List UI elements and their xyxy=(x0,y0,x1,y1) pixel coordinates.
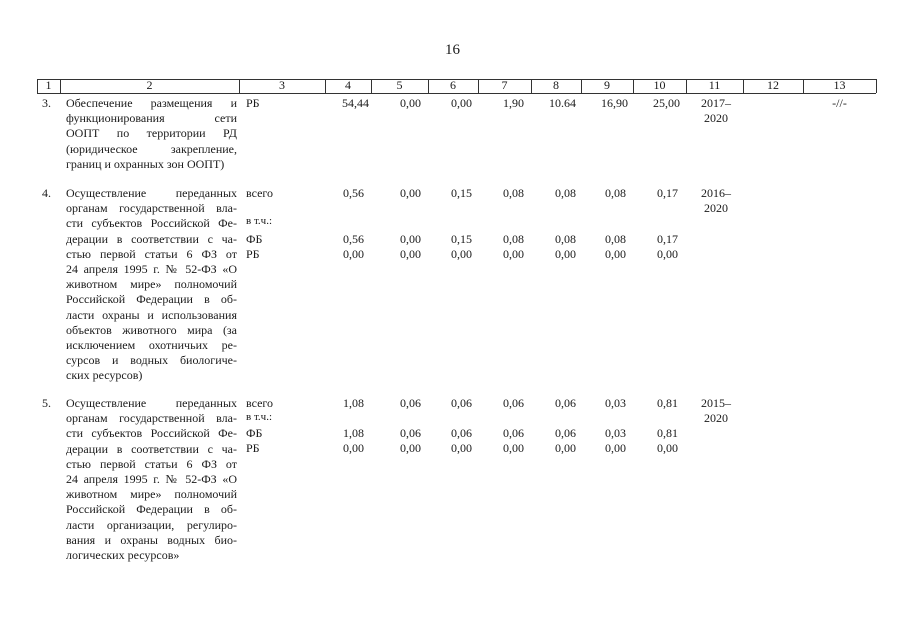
value-col-5: 0,06 xyxy=(400,396,421,410)
description-line: 24 апреля 1995 г. № 52-ФЗ «О xyxy=(66,472,237,487)
col-13-value: -//- xyxy=(832,96,847,110)
funding-source: всего xyxy=(246,396,274,410)
value-col-10: 0,81 xyxy=(657,396,678,410)
value-col-9: 0,08 xyxy=(605,232,626,246)
description-line: вания и охраны водных био- xyxy=(66,532,237,547)
value-col-7: 0,00 xyxy=(503,247,524,261)
description-line: дерации в соответствии с ча- xyxy=(66,441,237,456)
value-col-6: 0,00 xyxy=(451,441,472,455)
value-col-10: 0,17 xyxy=(657,232,678,246)
description-line: функционирования сети xyxy=(66,111,237,126)
description-line: стью первой статьи 6 ФЗ от xyxy=(66,456,237,471)
value-col-6: 0,15 xyxy=(451,186,472,200)
description-line: исключением охотничьих ре- xyxy=(66,338,237,353)
description-line: Осуществление переданных xyxy=(66,396,237,410)
value-col-4: 0,00 xyxy=(343,247,364,261)
description-line: Осуществление переданных xyxy=(66,186,237,200)
value-col-5: 0,06 xyxy=(400,426,421,440)
value-col-10: 0,81 xyxy=(657,426,678,440)
value-col-6: 0,00 xyxy=(451,247,472,261)
value-col-7: 1,90 xyxy=(503,96,524,110)
value-col-9: 0,08 xyxy=(605,186,626,200)
description-line: ласти организации, регулиро- xyxy=(66,517,237,532)
funding-source: всего xyxy=(246,186,274,200)
table-header-bottom-border xyxy=(37,93,876,94)
header-col-7: 7 xyxy=(501,78,508,92)
value-col-4: 0,56 xyxy=(343,232,364,246)
period-end: 2020 xyxy=(704,411,728,425)
description-line: логических ресурсов» xyxy=(66,548,180,563)
period-end: 2020 xyxy=(704,111,728,125)
description-line: Обеспечение размещения и xyxy=(66,96,237,110)
description-line: объектов животного мира (за xyxy=(66,322,237,337)
value-col-5: 0,00 xyxy=(400,96,421,110)
description-line: животном мире» полномочий xyxy=(66,487,237,502)
header-col-13: 13 xyxy=(833,78,846,92)
value-col-9: 0,00 xyxy=(605,247,626,261)
value-col-7: 0,08 xyxy=(503,232,524,246)
value-col-6: 0,06 xyxy=(451,396,472,410)
description-line: органам государственной вла- xyxy=(66,411,237,426)
value-col-8: 0,08 xyxy=(555,186,576,200)
header-col-9: 9 xyxy=(604,78,610,92)
description-line: ласти охраны и использования xyxy=(66,307,237,322)
value-col-10: 0,17 xyxy=(657,186,678,200)
funding-source: ФБ xyxy=(246,232,263,246)
period-end: 2020 xyxy=(704,201,728,215)
value-col-4: 1,08 xyxy=(343,396,364,410)
value-col-7: 0,06 xyxy=(503,426,524,440)
header-col-11: 11 xyxy=(708,78,721,92)
value-col-9: 0,03 xyxy=(605,426,626,440)
header-col-4: 4 xyxy=(345,78,351,92)
value-col-4: 1,08 xyxy=(343,426,364,440)
page-number: 16 xyxy=(445,42,460,58)
value-col-6: 0,15 xyxy=(451,232,472,246)
row-number: 5. xyxy=(42,396,51,410)
value-col-9: 16,90 xyxy=(601,96,628,110)
description-line: органам государственной вла- xyxy=(66,201,237,216)
value-col-4: 0,00 xyxy=(343,441,364,455)
description-line: сти субъектов Российской Фе- xyxy=(66,216,237,231)
value-col-5: 0,00 xyxy=(400,247,421,261)
funding-source: в т.ч.: xyxy=(246,411,273,423)
description-line: сурсов и водных биологиче- xyxy=(66,353,237,368)
header-col-12: 12 xyxy=(767,78,779,92)
header-col-3: 3 xyxy=(279,78,285,92)
description-line: Российской Федерации в об- xyxy=(66,502,237,517)
description-line: 24 апреля 1995 г. № 52-ФЗ «О xyxy=(66,262,237,277)
description-line: (юридическое закрепление, xyxy=(66,141,237,156)
value-col-7: 0,06 xyxy=(503,396,524,410)
value-col-5: 0,00 xyxy=(400,232,421,246)
description-line: Российской Федерации в об- xyxy=(66,292,237,307)
value-col-7: 0,00 xyxy=(503,441,524,455)
description-line: ских ресурсов) xyxy=(66,368,143,383)
row-description xyxy=(66,96,237,172)
header-col-6: 6 xyxy=(450,78,456,92)
funding-source: ФБ xyxy=(246,426,263,440)
value-col-6: 0,06 xyxy=(451,426,472,440)
row-number: 4. xyxy=(42,186,51,200)
period-start: 2017– xyxy=(701,96,731,110)
value-col-7: 0,08 xyxy=(503,186,524,200)
value-col-8: 0,06 xyxy=(555,396,576,410)
description-line: животном мире» полномочий xyxy=(66,277,237,292)
value-col-6: 0,00 xyxy=(451,96,472,110)
value-col-8: 0,06 xyxy=(555,426,576,440)
header-col-5: 5 xyxy=(396,78,403,92)
period-start: 2016– xyxy=(701,186,731,200)
header-col-2: 2 xyxy=(146,78,153,92)
value-col-9: 0,03 xyxy=(605,396,626,410)
row-number: 3. xyxy=(42,96,51,110)
funding-source: в т.ч.: xyxy=(246,215,273,227)
description-line: сти субъектов Российской Фе- xyxy=(66,426,237,441)
value-col-4: 54,44 xyxy=(342,96,369,110)
value-col-9: 0,00 xyxy=(605,441,626,455)
description-line: границ и охранных зон ООПТ) xyxy=(66,156,225,171)
funding-source: РБ xyxy=(246,96,260,110)
header-col-1: 1 xyxy=(45,78,52,92)
value-col-10: 0,00 xyxy=(657,247,678,261)
value-col-5: 0,00 xyxy=(400,186,421,200)
description-line: ООПТ по территории РД xyxy=(66,126,237,141)
funding-source: РБ xyxy=(246,247,260,261)
row-description xyxy=(66,396,237,563)
value-col-10: 25,00 xyxy=(653,96,680,110)
description-line: дерации в соответствии с ча- xyxy=(66,231,237,246)
value-col-8: 0,08 xyxy=(555,232,576,246)
value-col-5: 0,00 xyxy=(400,441,421,455)
value-col-8: 0,00 xyxy=(555,441,576,455)
description-line: стью первой статьи 6 ФЗ от xyxy=(66,246,237,261)
value-col-10: 0,00 xyxy=(657,441,678,455)
funding-source: РБ xyxy=(246,441,260,455)
header-col-8: 8 xyxy=(553,78,559,92)
header-col-10: 10 xyxy=(653,78,666,92)
row-description xyxy=(66,186,237,384)
value-col-8: 10.64 xyxy=(549,96,576,110)
period-start: 2015– xyxy=(701,396,731,410)
value-col-4: 0,56 xyxy=(343,186,364,200)
col-divider xyxy=(876,79,877,93)
value-col-8: 0,00 xyxy=(555,247,576,261)
